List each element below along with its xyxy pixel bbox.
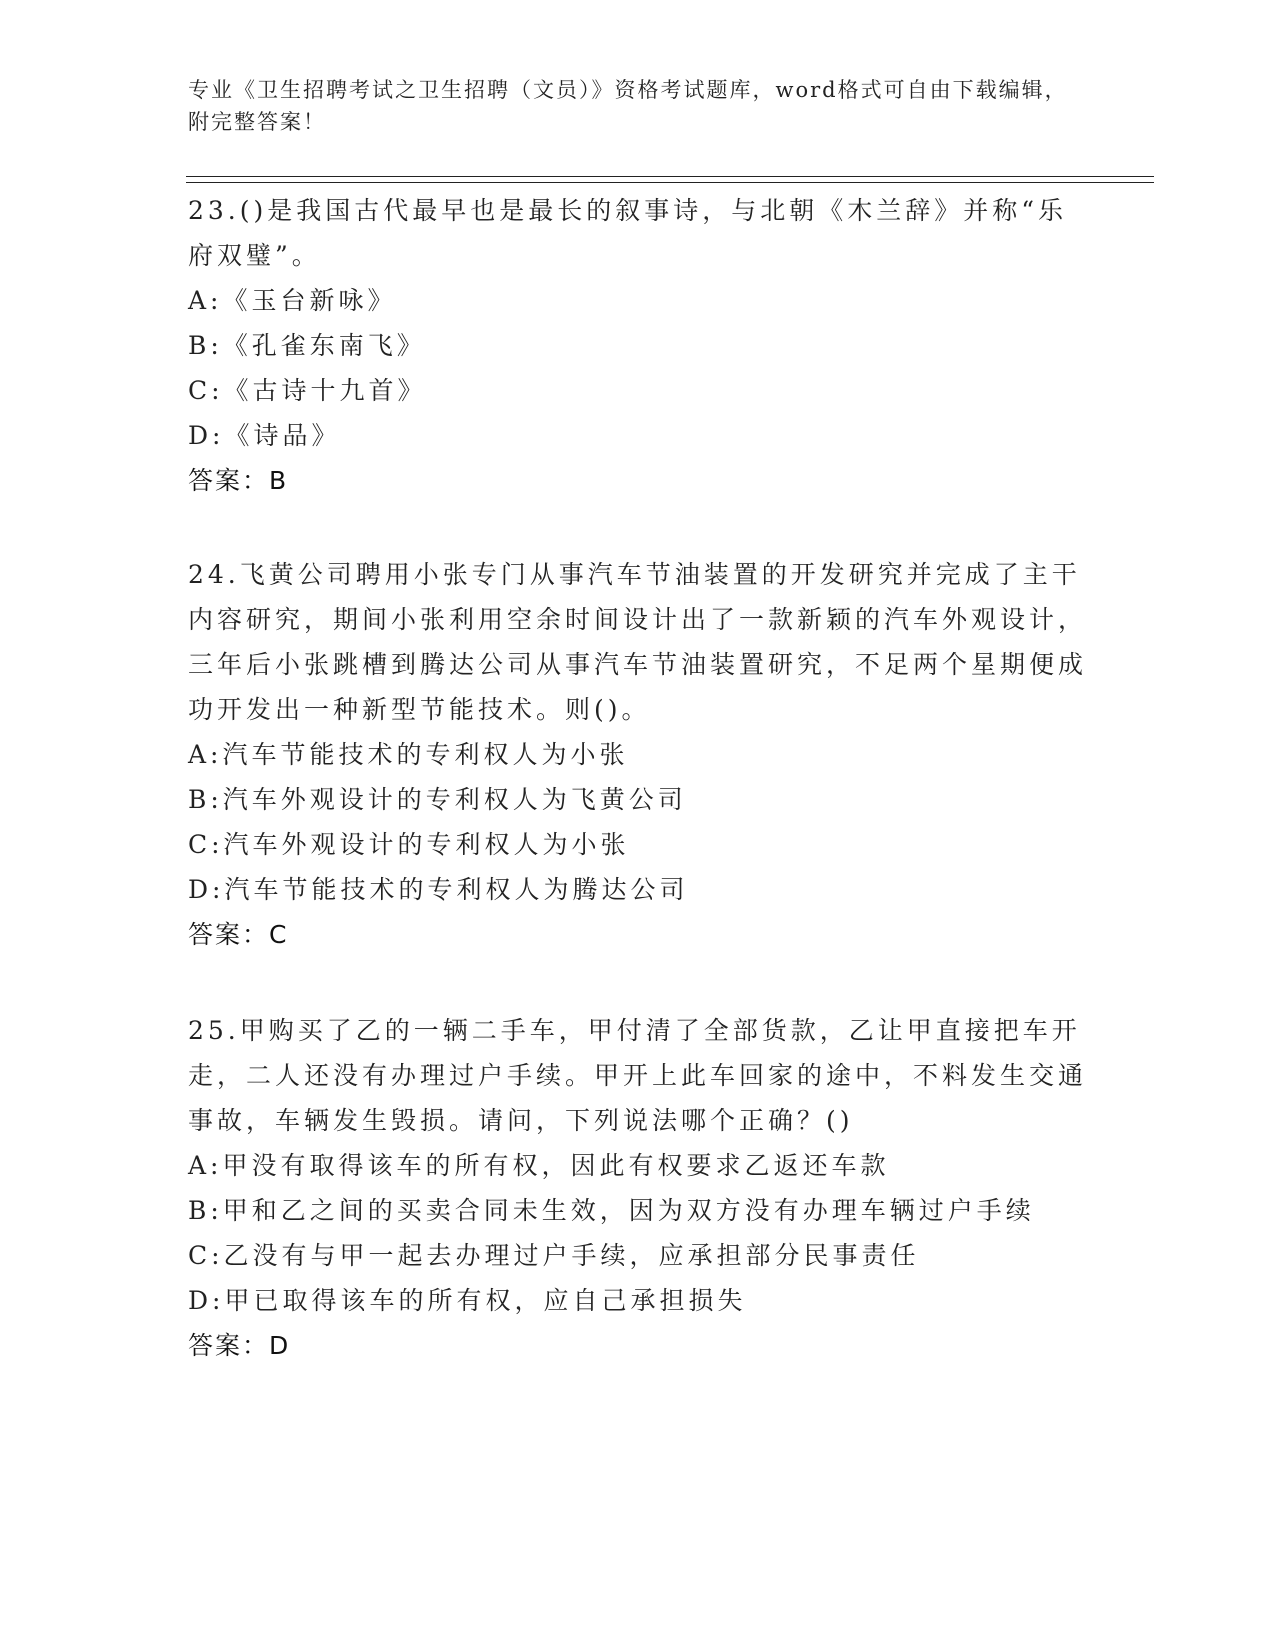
option-c: C:乙没有与甲一起去办理过户手续，应承担部分民事责任 (188, 1241, 920, 1270)
option-b: B:甲和乙之间的买卖合同未生效，因为双方没有办理车辆过户手续 (188, 1196, 1035, 1225)
answer: 答案：C (188, 920, 289, 949)
option-a: A:《玉台新咏》 (188, 286, 397, 315)
option-c: C:《古诗十九首》 (188, 376, 427, 405)
option-b: B:汽车外观设计的专利权人为飞黄公司 (188, 785, 687, 814)
option-c: C:汽车外观设计的专利权人为小张 (188, 830, 630, 859)
answer: 答案：B (188, 466, 289, 495)
question-stem: 24.飞黄公司聘用小张专门从事汽车节油装置的开发研究并完成了主干内容研究，期间小张利用空余时间设计出了一款新颖的汽车外观设计，三年后小张跳槽到腾达公司从事汽车节油装置研究，不足两个星期便成功开发出一种新型节能技术。则()。 (188, 560, 1088, 724)
question-23 (188, 188, 1088, 503)
answer: 答案：D (188, 1331, 291, 1360)
question-25 (188, 1008, 1088, 1368)
question-24 (188, 552, 1088, 957)
header-divider-top (186, 176, 1154, 177)
header-divider-bottom (186, 182, 1154, 183)
option-d: D:《诗品》 (188, 421, 341, 450)
document-header: 专业《卫生招聘考试之卫生招聘（文员）》资格考试题库，word格式可自由下载编辑，附完整答案！ (188, 78, 1068, 134)
option-a: A:汽车节能技术的专利权人为小张 (188, 740, 629, 769)
option-b: B:《孔雀东南飞》 (188, 331, 426, 360)
option-d: D:汽车节能技术的专利权人为腾达公司 (188, 875, 689, 904)
question-stem: 23.()是我国古代最早也是最长的叙事诗，与北朝《木兰辞》并称“乐府双璧”。 (188, 196, 1068, 270)
question-stem: 25.甲购买了乙的一辆二手车，甲付清了全部货款，乙让甲直接把车开走，二人还没有办理过户手续。甲开上此车回家的途中，不料发生交通事故，车辆发生毁损。请问，下列说法哪个正确？() (188, 1016, 1088, 1135)
option-d: D:甲已取得该车的所有权，应自己承担损失 (188, 1286, 747, 1315)
option-a: A:甲没有取得该车的所有权，因此有权要求乙返还车款 (188, 1151, 890, 1180)
